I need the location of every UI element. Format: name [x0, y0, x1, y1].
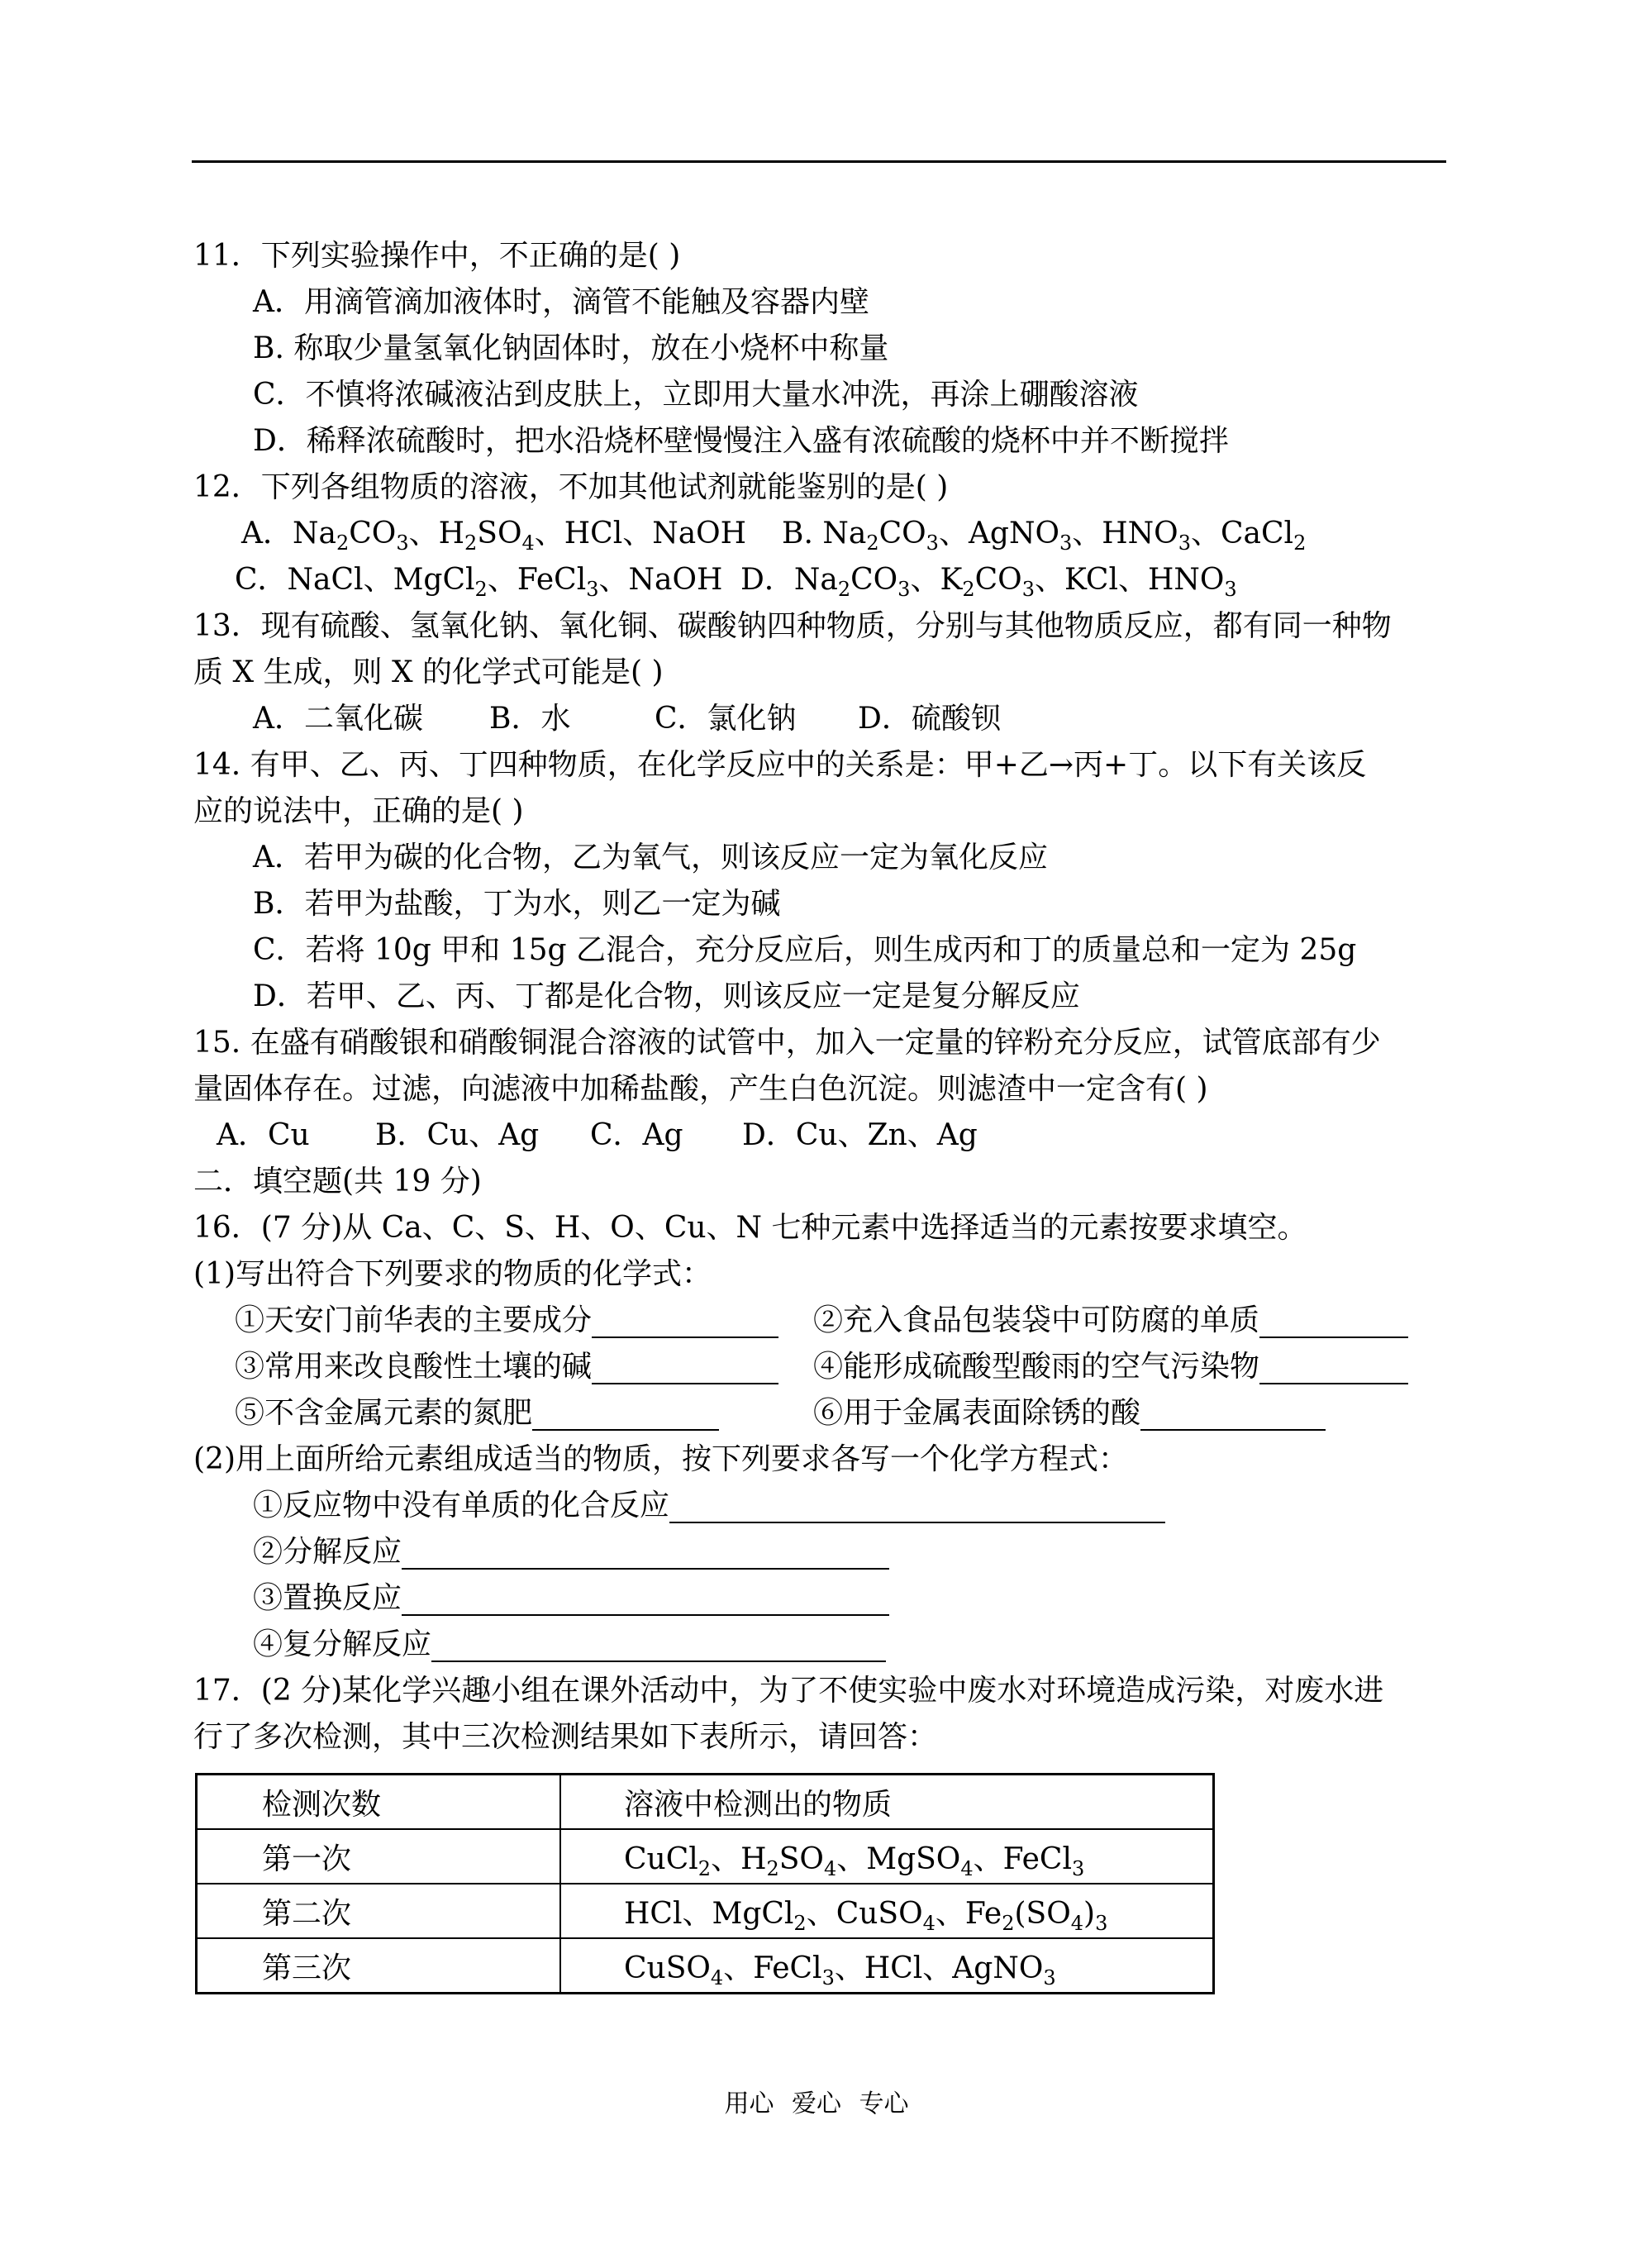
q12-row2	[193, 557, 1458, 603]
formula-subscript: 2	[766, 1856, 779, 1880]
q16-item4-blank[interactable]	[1259, 1350, 1408, 1384]
q13-option-d: D．硫酸钡	[858, 702, 1001, 736]
q16-eq2-blank[interactable]	[402, 1535, 889, 1570]
formula-subscript: 3	[1178, 531, 1191, 555]
formula-subscript: 3	[396, 531, 409, 555]
q16-eq-row3	[193, 1575, 1458, 1622]
q16-eq3-blank[interactable]	[402, 1581, 889, 1616]
table-header-cell: 溶液中检测出的物质	[560, 1775, 1214, 1830]
q12-option-b: B. $Na_2CO_3$、AgNO$_3$、$HNO_3$、CaCl$_2$	[782, 517, 1307, 555]
formula-subscript: 2	[793, 1911, 807, 1935]
table-cell-label: 第三次	[197, 1938, 561, 1994]
q16-item3-label: ③常用来改良酸性土壤的碱	[235, 1350, 593, 1384]
q11-option-b: B. 称取少量氢氧化钠固体时，放在小烧杯中称量	[253, 331, 889, 365]
formula-subscript: 3	[1059, 531, 1073, 555]
formula-subscript: 2	[474, 578, 488, 601]
q15-stem-line2: 量固体存在。过滤，向滤液中加稀盐酸，产生白色沉淀。则滤渣中一定含有( )	[193, 1072, 1208, 1106]
section-heading: 二．填空题(共 19 分)	[193, 1165, 482, 1198]
q15-options	[193, 1113, 1458, 1159]
q16-item6-label: ⑥用于金属表面除锈的酸	[813, 1396, 1141, 1430]
q16-eq3-label: ③置换反应	[253, 1581, 402, 1615]
q13-option-c: C．氯化钠	[655, 702, 797, 736]
q12-option-c: C．NaCl、MgCl$_2$、FeCl$_3$、NaOH	[235, 563, 723, 601]
table-cell-label: 第二次	[197, 1884, 561, 1938]
formula-subscript: 4	[1070, 1911, 1084, 1935]
table-header-cell: 检测次数	[197, 1775, 561, 1830]
table-cell-label: 第一次	[197, 1829, 561, 1884]
q14-option-a: A．若甲为碳的化合物，乙为氧气，则该反应一定为氧化反应	[253, 841, 1048, 874]
q16-item1-blank[interactable]	[592, 1303, 778, 1338]
q16-eq1-blank[interactable]	[669, 1489, 1165, 1523]
q12-stem: 12．下列各组物质的溶液，不加其他试剂就能鉴别的是( )	[193, 470, 949, 504]
q16-eq-row2	[193, 1529, 1458, 1575]
formula-subscript: 3	[1224, 578, 1237, 601]
q11-option-a: A．用滴管滴加液体时，滴管不能触及容器内壁	[253, 285, 869, 319]
formula-subscript: 2	[866, 531, 879, 555]
formula-subscript: 2	[837, 578, 851, 601]
q16-item1-label: ①天安门前华表的主要成分	[235, 1303, 593, 1337]
q16-eq2-label: ②分解反应	[253, 1535, 402, 1569]
q15-stem-line1: 15. 在盛有硝酸银和硝酸铜混合溶液的试管中，加入一定量的锌粉充分反应，试管底部有少	[193, 1026, 1381, 1060]
q13-stem-line1: 13．现有硫酸、氢氧化钠、氧化铜、碳酸钠四种物质，分别与其他物质反应，都有同一种物	[193, 609, 1392, 643]
formula-subscript: 3	[1021, 578, 1035, 601]
q11-option-c: C．不慎将浓碱液沾到皮肤上，立即用大量水冲洗，再涂上硼酸溶液	[253, 378, 1139, 412]
q13-option-a: A．二氧化碳	[253, 702, 423, 736]
formula-subscript: 2	[697, 1856, 712, 1880]
table-row	[197, 1938, 1214, 1994]
q16-eq4-blank[interactable]	[431, 1627, 886, 1662]
q15-option-d: D．Cu、Zn、Ag	[742, 1118, 978, 1152]
q17-stem-line1: 17．(2 分)某化学兴趣小组在课外活动中，为了不使实验中废水对环境造成污染，对废水进	[193, 1674, 1384, 1708]
formula-subscript: 3	[926, 531, 939, 555]
formula-subscript: 3	[821, 1965, 835, 1989]
page-footer: 用心 爱心 专心	[724, 2089, 909, 2118]
formula-subscript: 4	[960, 1856, 974, 1880]
formula-subscript: 4	[521, 531, 535, 555]
q16-fill-row2	[193, 1344, 1458, 1390]
q16-item6-blank[interactable]	[1140, 1396, 1326, 1431]
detection-table	[195, 1773, 1215, 1994]
q16-part1: (1)写出符合下列要求的物质的化学式：	[193, 1257, 712, 1291]
q14-option-c: C．若将 10g 甲和 15g 乙混合，充分反应后，则生成丙和丁的质量总和一定为 25g	[253, 933, 1357, 967]
q16-item4-label: ④能形成硫酸型酸雨的空气污染物	[813, 1350, 1260, 1384]
q14-stem-line1: 14. 有甲、乙、丙、丁四种物质，在化学反应中的关系是：甲+乙→丙+丁。以下有关该反	[193, 748, 1367, 782]
formula-subscript: 3	[1043, 1965, 1056, 1989]
q16-fill-row1	[193, 1298, 1458, 1344]
q11-stem: 11．下列实验操作中，不正确的是( )	[193, 239, 681, 273]
q13-options	[193, 696, 1458, 742]
q15-option-a: A．Cu	[217, 1118, 310, 1152]
formula-subscript: 2	[1293, 531, 1307, 555]
formula-subscript: 2	[464, 531, 478, 555]
formula-subscript: 3	[1071, 1856, 1085, 1880]
q16-eq1-label: ①反应物中没有单质的化合反应	[253, 1489, 670, 1522]
q13-option-b: B．水	[489, 702, 571, 736]
formula-subscript: 2	[336, 531, 350, 555]
q11-option-d: D．稀释浓硫酸时，把水沿烧杯壁慢慢注入盛有浓硫酸的烧杯中并不断搅拌	[253, 424, 1229, 458]
table-header-row	[197, 1775, 1214, 1830]
q15-option-b: B．Cu、Ag	[375, 1118, 540, 1152]
table-row	[197, 1829, 1214, 1884]
exam-content	[193, 233, 1458, 1761]
q15-option-c: C．Ag	[590, 1118, 683, 1152]
q13-stem-line2: 质 X 生成，则 X 的化学式可能是( )	[193, 655, 664, 689]
q16-fill-row3	[193, 1390, 1458, 1437]
table-cell-substances: HCl、MgCl$_2$、CuSO$_4$、$Fe_2(SO_4)_3$	[560, 1884, 1214, 1938]
q16-item3-blank[interactable]	[592, 1350, 778, 1384]
formula-subscript: 4	[710, 1965, 724, 1989]
table-cell-substances: CuSO$_4$、FeCl$_3$、HCl、AgNO$_3$	[560, 1938, 1214, 1994]
q12-option-a: A．$Na_2CO_3$、$H_2SO_4$、HCl、NaOH	[241, 517, 747, 555]
q16-item5-blank[interactable]	[532, 1396, 719, 1431]
q16-stem: 16．(7 分)从 Ca、C、S、H、O、Cu、N 七种元素中选择适当的元素按要求填空。	[193, 1211, 1307, 1245]
q14-stem-line2: 应的说法中，正确的是( )	[193, 794, 524, 828]
formula-subscript: 3	[1095, 1911, 1108, 1935]
q12-option-d: D．$Na_2CO_3$、$K_2CO_3$、KCl、$HNO_3$	[740, 563, 1237, 601]
q16-item5-label: ⑤不含金属元素的氮肥	[235, 1396, 533, 1430]
q17-stem-line2: 行了多次检测，其中三次检测结果如下表所示，请回答：	[193, 1720, 938, 1754]
q12-row1	[193, 511, 1458, 557]
formula-subscript: 2	[962, 578, 975, 601]
q16-item2-blank[interactable]	[1259, 1303, 1408, 1338]
formula-subscript: 4	[823, 1856, 837, 1880]
table-cell-substances: CuCl$_2$、$H_2SO_4$、MgSO$_4$、FeCl$_3$	[560, 1829, 1214, 1884]
q16-eq-row1	[193, 1483, 1458, 1529]
q16-eq-row4	[193, 1622, 1458, 1668]
header-rule	[192, 160, 1446, 163]
q14-option-b: B．若甲为盐酸，丁为水，则乙一定为碱	[253, 887, 781, 921]
q14-option-d: D．若甲、乙、丙、丁都是化合物，则该反应一定是复分解反应	[253, 979, 1080, 1013]
formula-subscript: 2	[1002, 1911, 1015, 1935]
q16-eq4-label: ④复分解反应	[253, 1627, 432, 1661]
formula-subscript: 3	[897, 578, 911, 601]
formula-subscript: 3	[586, 578, 599, 601]
q16-item2-label: ②充入食品包装袋中可防腐的单质	[813, 1303, 1260, 1337]
table-row	[197, 1884, 1214, 1938]
formula-subscript: 4	[922, 1911, 936, 1935]
q16-part2: (2)用上面所给元素组成适当的物质，按下列要求各写一个化学方程式：	[193, 1442, 1128, 1476]
